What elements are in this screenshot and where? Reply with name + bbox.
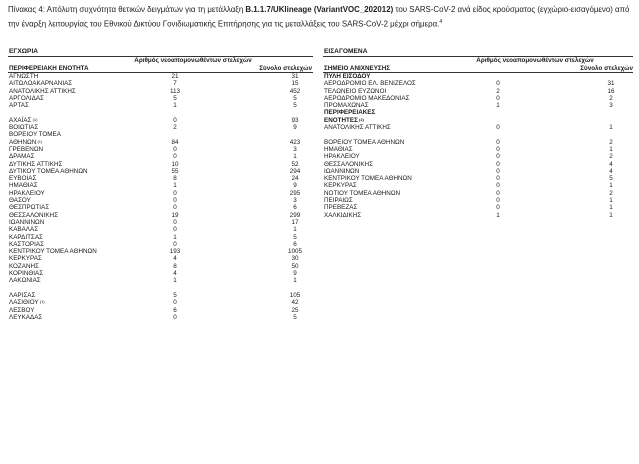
row-new-count: 7 bbox=[173, 80, 177, 88]
row-total-count: 15 bbox=[291, 80, 299, 88]
row-label: ΔΥΤΙΚΟΥ ΤΟΜΕΑ ΑΘΗΝΩΝ bbox=[9, 167, 88, 175]
domestic-col-name: ΠΕΡΙΦΕΡΕΙΑΚΗ ΕΝΟΤΗΤΑ bbox=[9, 64, 89, 72]
table-row bbox=[323, 88, 633, 95]
table-row bbox=[8, 212, 313, 219]
row-label: ΛΑΡΙΣΑΣ bbox=[9, 291, 36, 299]
row-total-count: 17 bbox=[291, 218, 299, 226]
table-row bbox=[323, 80, 633, 87]
row-total-count: 299 bbox=[289, 211, 301, 219]
row-new-count: 2 bbox=[496, 87, 500, 95]
imported-col-name: ΣΗΜΕΙΟ ΑΝΙΧΝΕΥΣΗΣ bbox=[324, 64, 391, 72]
row-new-count: 1 bbox=[173, 182, 177, 190]
imported-title: ΕΙΣΑΓΟΜΕΝΑ bbox=[324, 48, 368, 55]
imported-col-new: Αριθμός νεοαπομονωθέντων στελεχών bbox=[476, 57, 594, 64]
row-new-count: 0 bbox=[173, 226, 177, 234]
row-label: ΚΟΖΑΝΗΣ bbox=[9, 262, 39, 270]
row-label: ΛΑΚΩΝΙΑΣ bbox=[9, 277, 41, 285]
table-row bbox=[323, 139, 633, 146]
row-label: ΗΜΑΘΙΑΣ bbox=[9, 182, 38, 190]
row-new-count: 0 bbox=[496, 94, 500, 102]
row-new-count: 0 bbox=[496, 197, 500, 205]
row-total-count: 2 bbox=[609, 94, 613, 102]
row-label: ΛΑΣΙΘΙΟΥ $^{(1)}$ bbox=[9, 299, 45, 307]
table-row bbox=[323, 212, 633, 219]
row-total-count: 2 bbox=[609, 189, 613, 197]
row-label: ΤΕΛΩΝΕΙΟ ΕΥΖΩΝΟΙ bbox=[324, 87, 387, 95]
row-total-count: 4 bbox=[609, 167, 613, 175]
table-row bbox=[8, 219, 313, 226]
table-caption bbox=[8, 4, 633, 31]
table-row bbox=[8, 88, 313, 95]
row-new-count: 0 bbox=[496, 204, 500, 212]
table-row bbox=[8, 277, 313, 284]
table-row bbox=[8, 131, 313, 138]
row-new-count: 1 bbox=[173, 277, 177, 285]
row-total-count: 9 bbox=[293, 270, 297, 278]
row-total-count: 30 bbox=[291, 255, 299, 263]
row-new-count: 0 bbox=[496, 182, 500, 190]
table-row bbox=[323, 182, 633, 189]
row-new-count: 0 bbox=[496, 80, 500, 88]
row-label: ΔΥΤΙΚΗΣ ΑΤΤΙΚΗΣ bbox=[9, 160, 63, 168]
row-new-count: 1 bbox=[173, 233, 177, 241]
row-total-count: 5 bbox=[293, 313, 297, 321]
table-row bbox=[8, 95, 313, 102]
row-new-count: 0 bbox=[496, 160, 500, 168]
row-total-count: 6 bbox=[293, 204, 297, 212]
table-row bbox=[8, 124, 313, 131]
row-total-count: 16 bbox=[607, 87, 615, 95]
caption-text: του SARS-CoV-2 ανά είδος κρούσματος (εγχώριο-εισαγόμενο) από την έναρξη λειτουργίας του Εθνικού Δικτύου Γονιδιωματικής Επιτήρησης για τις μεταλλάξεις του SARS-CoV-2 μέχρι σήμερα. bbox=[8, 5, 630, 29]
row-total-count: 3 bbox=[609, 102, 613, 110]
row-new-count: 0 bbox=[173, 145, 177, 153]
row-total-count: 295 bbox=[289, 189, 301, 197]
row-label: ΑΘΗΝΩΝ $^{(1)}$ bbox=[9, 138, 43, 146]
imported-table bbox=[323, 48, 633, 219]
row-new-count: 5 bbox=[173, 291, 177, 299]
row-new-count: 0 bbox=[496, 167, 500, 175]
caption-prefix: Πίνακας 4: Απόλυτη συχνότητα θετικών δειγμάτων για τη μετάλλαξη bbox=[8, 5, 246, 14]
row-label: ΗΡΑΚΛΕΙΟΥ bbox=[9, 189, 45, 197]
row-label: ΔΡΑΜΑΣ bbox=[9, 153, 35, 161]
row-label: ΗΡΑΚΛΕΙΟΥ bbox=[324, 153, 360, 161]
table-row bbox=[8, 80, 313, 87]
row-new-count: 1 bbox=[173, 102, 177, 110]
table-row bbox=[8, 255, 313, 262]
row-footnote: (1) bbox=[38, 299, 45, 305]
row-label: ΚΑΡΔΙΤΣΑΣ bbox=[9, 233, 43, 241]
row-label: ΠΕΡΙΦΕΡΕΙΑΚΕΣ bbox=[324, 109, 376, 117]
row-label: ΑΕΡΟΔΡΟΜΙΟ ΕΛ. ΒΕΝΙΖΕΛΟΣ bbox=[324, 80, 416, 88]
table-row bbox=[8, 314, 313, 321]
row-total-count: 4 bbox=[609, 160, 613, 168]
domestic-rows bbox=[8, 73, 313, 321]
row-label: ΚΟΡΙΝΘΙΑΣ bbox=[9, 270, 44, 278]
row-new-count: 8 bbox=[173, 262, 177, 270]
row-footnote: (2) bbox=[357, 116, 364, 122]
row-label: ΑΓΝΩΣΤΗ bbox=[9, 73, 39, 80]
table-row bbox=[323, 161, 633, 168]
row-total-count: 50 bbox=[291, 262, 299, 270]
row-new-count: 6 bbox=[173, 306, 177, 314]
row-new-count: 113 bbox=[169, 87, 181, 95]
row-label: ΚΕΝΤΡΙΚΟΥ ΤΟΜΕΑ ΑΘΗΝΩΝ bbox=[9, 248, 97, 256]
table-row bbox=[8, 248, 313, 255]
row-new-count: 5 bbox=[173, 94, 177, 102]
row-label: ΙΩΑΝΝΙΝΩΝ bbox=[9, 218, 45, 226]
table-row bbox=[323, 109, 633, 116]
domestic-col-total: Σύνολο στελεχών bbox=[259, 64, 312, 72]
row-total-count: 5 bbox=[293, 94, 297, 102]
row-label: ΑΡΤΑΣ bbox=[9, 102, 29, 110]
row-label: ΚΕΝΤΡΙΚΟΥ ΤΟΜΕΑ ΑΘΗΝΩΝ bbox=[324, 175, 412, 183]
row-label: ΑΝΑΤΟΛΙΚΗΣ ΑΤΤΙΚΗΣ bbox=[9, 87, 76, 95]
row-total-count: 294 bbox=[289, 167, 301, 175]
row-label: ΑΧΑΪΑΣ $^{(1)}$ bbox=[9, 116, 38, 124]
table-row bbox=[8, 204, 313, 211]
table-row bbox=[8, 139, 313, 146]
row-total-count: 452 bbox=[289, 87, 301, 95]
row-total-count: 93 bbox=[291, 116, 299, 124]
caption-strain: B.1.1.7/UKlineage (VariantVOC_202012) bbox=[245, 5, 394, 14]
row-label: ΑΕΡΟΔΡΟΜΙΟ ΜΑΚΕΔΟΝΙΑΣ bbox=[324, 94, 410, 102]
row-new-count: 0 bbox=[496, 175, 500, 183]
row-total-count: 24 bbox=[291, 175, 299, 183]
row-total-count: 3 bbox=[293, 145, 297, 153]
table-row bbox=[8, 197, 313, 204]
row-new-count: 0 bbox=[173, 313, 177, 321]
domestic-table bbox=[8, 48, 313, 321]
row-label: ΑΝΑΤΟΛΙΚΗΣ ΑΤΤΙΚΗΣ bbox=[324, 124, 391, 132]
row-total-count: 1 bbox=[609, 145, 613, 153]
table-row bbox=[323, 146, 633, 153]
table-row bbox=[323, 95, 633, 102]
table-row bbox=[8, 226, 313, 233]
row-label: ΠΕΙΡΑΙΩΣ bbox=[324, 197, 353, 205]
table-row bbox=[323, 131, 633, 138]
row-total-count: 9 bbox=[293, 182, 297, 190]
table-row bbox=[8, 109, 313, 116]
imported-header bbox=[323, 57, 633, 72]
caption-footnote: 4 bbox=[439, 19, 443, 26]
table-row bbox=[323, 204, 633, 211]
table-row bbox=[8, 182, 313, 189]
row-new-count: 0 bbox=[173, 197, 177, 205]
table-row bbox=[8, 168, 313, 175]
table-row bbox=[8, 263, 313, 270]
row-footnote: (1) bbox=[36, 138, 43, 144]
row-total-count: 1005 bbox=[287, 248, 302, 256]
row-label: ΑΙΤΩΛΟΑΚΑΡΝΑΝΙΑΣ bbox=[9, 80, 73, 88]
row-new-count: 8 bbox=[173, 175, 177, 183]
row-new-count: 19 bbox=[171, 211, 179, 219]
row-new-count: 4 bbox=[173, 270, 177, 278]
row-label: ΚΕΡΚΥΡΑΣ bbox=[9, 255, 42, 263]
row-new-count: 0 bbox=[173, 189, 177, 197]
row-new-count: 0 bbox=[173, 240, 177, 248]
row-label: ΒΟΡΕΙΟΥ ΤΟΜΕΑ bbox=[9, 131, 61, 139]
table-row bbox=[323, 197, 633, 204]
row-footnote: (1) bbox=[31, 116, 38, 122]
row-total-count: 423 bbox=[289, 138, 301, 146]
table-row bbox=[323, 175, 633, 182]
table-row bbox=[8, 146, 313, 153]
row-label: ΙΩΑΝΝΙΝΩΝ bbox=[324, 167, 360, 175]
row-label: ΗΜΑΘΙΑΣ bbox=[324, 145, 353, 153]
row-total-count: 3 bbox=[293, 197, 297, 205]
row-new-count: 0 bbox=[173, 204, 177, 212]
table-row bbox=[323, 168, 633, 175]
table-row bbox=[8, 161, 313, 168]
table-row bbox=[8, 299, 313, 306]
row-new-count: 4 bbox=[173, 255, 177, 263]
table-row bbox=[8, 241, 313, 248]
row-total-count: 31 bbox=[291, 73, 299, 80]
row-label: ΘΕΣΣΑΛΟΝΙΚΗΣ bbox=[324, 160, 373, 168]
table-row bbox=[8, 175, 313, 182]
row-label: ΘΕΣΠΡΩΤΙΑΣ bbox=[9, 204, 50, 212]
domestic-header bbox=[8, 57, 313, 72]
row-new-count: 21 bbox=[171, 73, 179, 80]
row-new-count: 0 bbox=[496, 153, 500, 161]
row-new-count: 193 bbox=[169, 248, 181, 256]
row-total-count: 5 bbox=[293, 102, 297, 110]
row-label: ΒΟΡΕΙΟΥ ΤΟΜΕΑ ΑΘΗΝΩΝ bbox=[324, 138, 405, 146]
row-total-count: 31 bbox=[607, 80, 615, 88]
table-row bbox=[8, 102, 313, 109]
row-label: ΚΑΒΑΛΑΣ bbox=[9, 226, 39, 234]
row-new-count: 2 bbox=[173, 124, 177, 132]
row-label: ΚΑΣΤΟΡΙΑΣ bbox=[9, 240, 44, 248]
row-total-count: 1 bbox=[609, 204, 613, 212]
row-label: ΘΑΣΟΥ bbox=[9, 197, 31, 205]
imported-col-total: Σύνολο στελεχών bbox=[580, 64, 633, 72]
row-total-count: 1 bbox=[609, 211, 613, 219]
row-total-count: 2 bbox=[609, 138, 613, 146]
row-label: ΠΡΕΒΕΖΑΣ bbox=[324, 204, 358, 212]
table-row bbox=[8, 190, 313, 197]
domestic-title: ΕΓΧΩΡΙΑ bbox=[9, 48, 39, 55]
row-new-count: 0 bbox=[173, 299, 177, 307]
table-row bbox=[323, 124, 633, 131]
table-row bbox=[8, 234, 313, 241]
row-total-count: 1 bbox=[293, 277, 297, 285]
table-row bbox=[323, 73, 633, 80]
domestic-col-new: Αριθμός νεοαπομονωθέντων στελεχών bbox=[134, 57, 252, 64]
table-row bbox=[8, 153, 313, 160]
row-new-count: 1 bbox=[496, 102, 500, 110]
row-label: ΝΟΤΙΟΥ ΤΟΜΕΑ ΑΘΗΝΩΝ bbox=[324, 189, 401, 197]
table-row bbox=[323, 117, 633, 124]
row-label: ΕΥΒΟΙΑΣ bbox=[9, 175, 37, 183]
table-row bbox=[8, 73, 313, 80]
row-new-count: 0 bbox=[496, 189, 500, 197]
row-total-count: 52 bbox=[291, 160, 299, 168]
row-label: ΛΕΥΚΑΔΑΣ bbox=[9, 313, 43, 321]
table-row bbox=[8, 285, 313, 292]
row-new-count: 0 bbox=[496, 145, 500, 153]
row-total-count: 1 bbox=[609, 124, 613, 132]
table-row bbox=[8, 270, 313, 277]
row-total-count: 25 bbox=[291, 306, 299, 314]
row-label: ΓΡΕΒΕΝΩΝ bbox=[9, 145, 44, 153]
row-label: ΠΥΛΗ ΕΙΣΟΔΟΥ bbox=[324, 73, 371, 80]
row-total-count: 5 bbox=[609, 175, 613, 183]
row-new-count: 1 bbox=[496, 211, 500, 219]
row-total-count: 1 bbox=[293, 226, 297, 234]
row-new-count: 55 bbox=[171, 167, 179, 175]
row-total-count: 1 bbox=[609, 182, 613, 190]
row-total-count: 1 bbox=[293, 153, 297, 161]
table-row bbox=[8, 292, 313, 299]
row-label: ΑΡΓΟΛΙΔΑΣ bbox=[9, 94, 44, 102]
row-total-count: 1 bbox=[609, 197, 613, 205]
row-total-count: 2 bbox=[609, 153, 613, 161]
row-label: ΚΕΡΚΥΡΑΣ bbox=[324, 182, 357, 190]
row-label: ΠΡΟΜΑΧΩΝΑΣ bbox=[324, 102, 369, 110]
table-row bbox=[8, 117, 313, 124]
row-total-count: 5 bbox=[293, 233, 297, 241]
table-row bbox=[8, 307, 313, 314]
table-row bbox=[323, 102, 633, 109]
row-new-count: 10 bbox=[171, 160, 179, 168]
row-new-count: 0 bbox=[496, 124, 500, 132]
row-label: ΘΕΣΣΑΛΟΝΙΚΗΣ bbox=[9, 211, 58, 219]
table-row bbox=[323, 153, 633, 160]
row-total-count: 6 bbox=[293, 240, 297, 248]
row-new-count: 0 bbox=[173, 153, 177, 161]
row-label: ΕΝΟΤΗΤΕΣ $^{(2)}$ bbox=[324, 116, 364, 124]
row-total-count: 42 bbox=[291, 299, 299, 307]
imported-rows bbox=[323, 73, 633, 219]
row-total-count: 105 bbox=[289, 291, 301, 299]
row-new-count: 0 bbox=[173, 218, 177, 226]
row-label: ΛΕΣΒΟΥ bbox=[9, 306, 35, 314]
row-new-count: 0 bbox=[173, 116, 177, 124]
table-row bbox=[323, 190, 633, 197]
row-label: ΧΑΛΚΙΔΙΚΗΣ bbox=[324, 211, 362, 219]
row-total-count: 9 bbox=[293, 124, 297, 132]
row-label: ΒΟΙΩΤΙΑΣ bbox=[9, 124, 39, 132]
row-new-count: 0 bbox=[496, 138, 500, 146]
row-new-count: 84 bbox=[171, 138, 179, 146]
